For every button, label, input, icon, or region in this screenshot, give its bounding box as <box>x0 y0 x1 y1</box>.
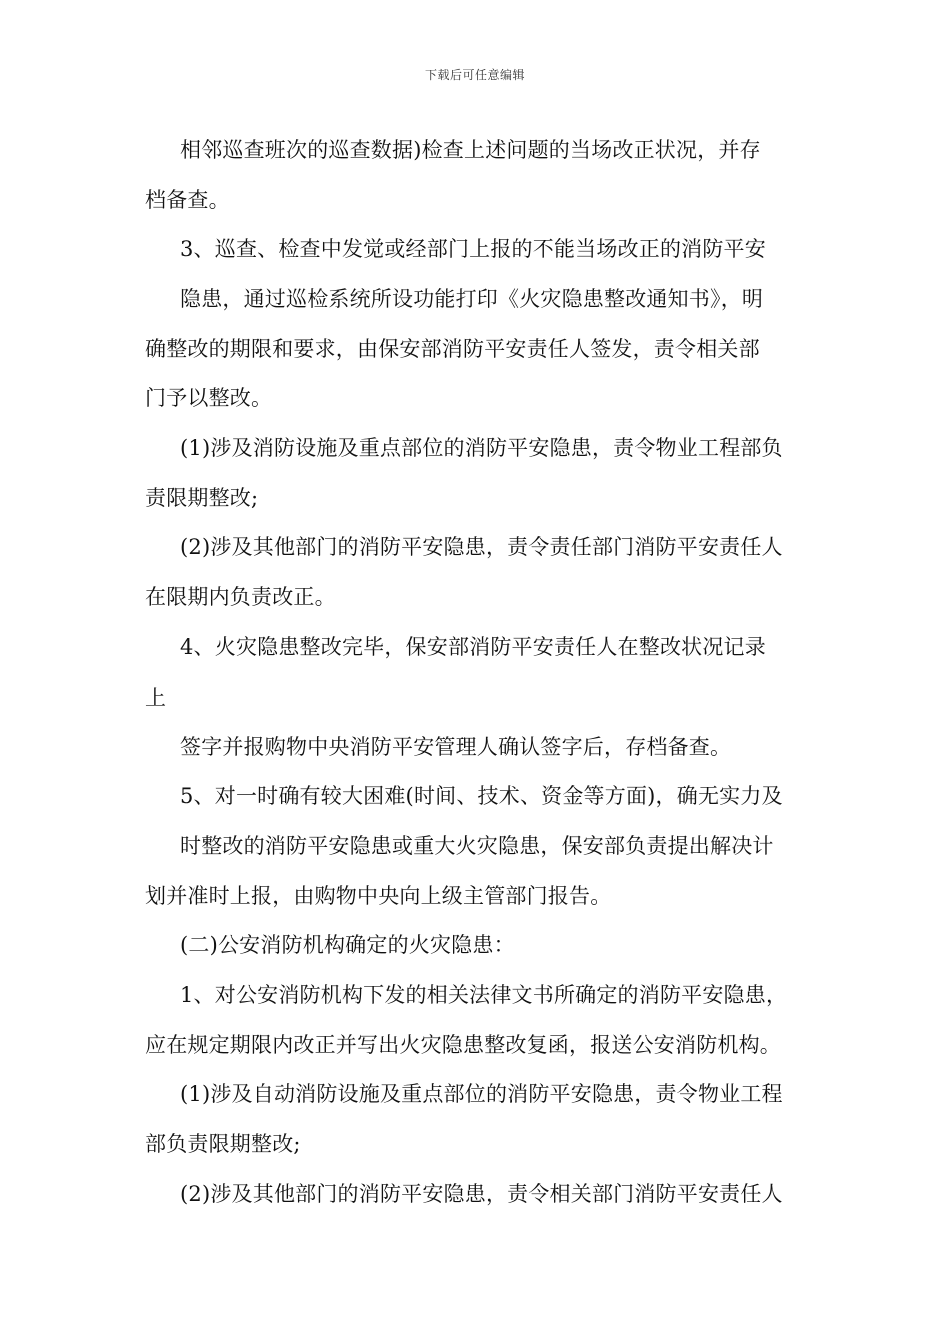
text-line: 4、火灾隐患整改完毕，保安部消防平安责任人在整改状况记录 <box>180 635 766 659</box>
text-line: (2)涉及其他部门的消防平安隐患，责令责任部门消防平安责任人 <box>180 535 783 559</box>
text-line: 门予以整改。 <box>145 386 273 410</box>
text-line: (1)涉及自动消防设施及重点部位的消防平安隐患，责令物业工程 <box>180 1082 783 1106</box>
text-line: (2)涉及其他部门的消防平安隐患，责令相关部门消防平安责任人 <box>180 1182 783 1206</box>
text-line: 5、对一时确有较大困难(时间、技术、资金等方面)，确无实力及 <box>180 784 783 808</box>
text-line: 签字并报购物中央消防平安管理人确认签字后，存档备查。 <box>180 735 732 759</box>
text-line: 3、巡查、检查中发觉或经部门上报的不能当场改正的消防平安 <box>180 237 766 261</box>
text-line: 部负责限期整改; <box>145 1132 301 1156</box>
text-line: 确整改的期限和要求，由保安部消防平安责任人签发，责令相关部 <box>145 337 760 361</box>
text-line: 划并准时上报，由购物中央向上级主管部门报告。 <box>145 884 612 908</box>
text-line: 相邻巡查班次的巡查数据)检查上述问题的当场改正状况，并存 <box>180 138 761 162</box>
text-line: 上 <box>145 686 167 710</box>
text-line: 隐患，通过巡检系统所设功能打印《火灾隐患整改通知书》，明 <box>180 287 764 311</box>
text-line: 档备查。 <box>145 188 230 212</box>
text-line: 应在规定期限内改正并写出火灾隐患整改复函，报送公安消防机构。 <box>145 1033 781 1057</box>
text-line: 1、对公安消防机构下发的相关法律文书所确定的消防平安隐患， <box>180 983 788 1007</box>
text-line: 责限期整改; <box>145 486 259 510</box>
text-line: (1)涉及消防设施及重点部位的消防平安隐患，责令物业工程部负 <box>180 436 783 460</box>
text-line: 时整改的消防平安隐患或重大火灾隐患，保安部负责提出解决计 <box>180 834 774 858</box>
text-line: 在限期内负责改正。 <box>145 585 336 609</box>
text-line: (二)公安消防机构确定的火灾隐患： <box>180 933 515 957</box>
header-note: 下载后可任意编辑 <box>424 68 525 82</box>
